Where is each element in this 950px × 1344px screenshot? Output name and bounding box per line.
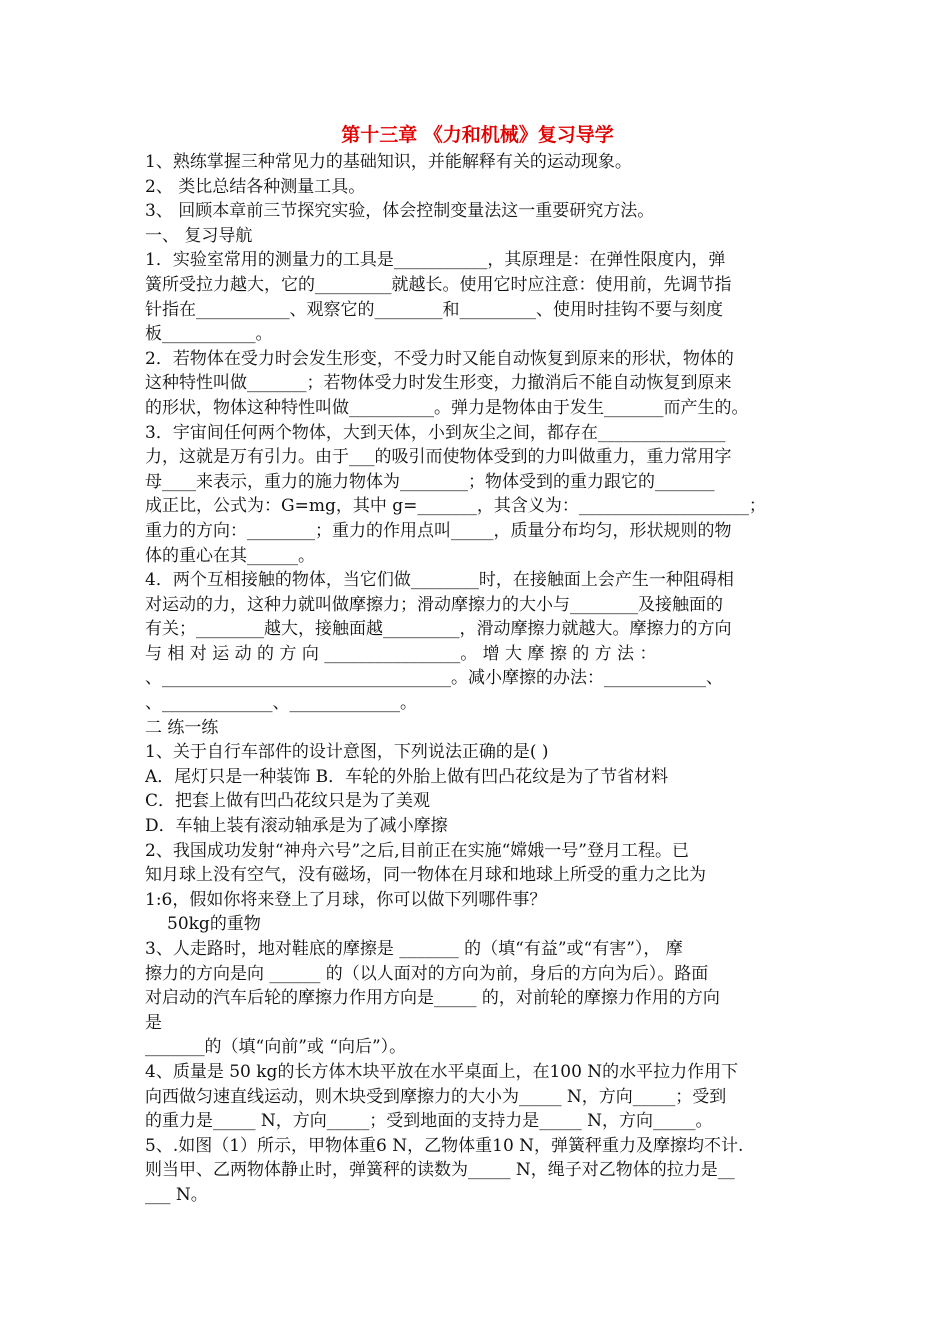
- objective-3: 3、 回顾本章前三节探究实验，体会控制变量法这一重要研究方法。: [145, 201, 655, 222]
- section-heading: 一、 复习导航: [145, 225, 253, 246]
- question-line: _______的（填“向前”或 “向后”）。: [145, 1037, 407, 1058]
- section-practice: [145, 716, 810, 1208]
- option-line: 50kg的重物: [167, 914, 261, 935]
- text-line: 重力的方向：________；重力的作用点叫_____，质量分布均匀，形状规则的物: [145, 520, 732, 541]
- question-line: 5、.如图（1）所示，甲物体重6 N，乙物体重10 N，弹簧秤重力及摩擦均不计.: [145, 1135, 744, 1156]
- text-line: 与 相 对 运 动 的 方 向 ________________。 增 大 摩 擦 的 方 法 ：: [145, 643, 657, 664]
- text-line: 、__________________________________。减小摩擦的办法：____________、: [145, 668, 723, 689]
- text-line: 力，这就是万有引力。由于___的吸引而使物体受到的力叫做重力，重力常用字: [145, 447, 732, 468]
- option-line: A．尾灯只是一种装饰 B．车轮的外胎上做有凹凸花纹是为了节省材料: [145, 766, 669, 787]
- question-line: 是: [145, 1012, 162, 1033]
- question-line: 4、质量是 50 kg的长方体木块平放在水平桌面上，在100 N的水平拉力作用下: [145, 1061, 739, 1082]
- question-line: 1、关于自行车部件的设计意图，下列说法正确的是( ): [145, 742, 549, 763]
- section-review: [145, 224, 810, 716]
- question-line: 对启动的汽车后轮的摩擦力作用方向是_____ 的，对前轮的摩擦力作用的方向: [145, 988, 720, 1009]
- text-line: 的形状，物体这种特性叫做__________。弹力是物体由于发生_______而产生的。: [145, 397, 749, 418]
- text-line: 3．宇宙间任何两个物体，大到天体，小到灰尘之间，都存在_______________: [145, 422, 726, 443]
- text-line: 1．实验室常用的测量力的工具是___________，其原理是：在弹性限度内，弹: [145, 250, 726, 271]
- text-line: 板___________。: [145, 324, 273, 345]
- text-line: 、_____________、_____________。: [145, 693, 417, 714]
- page-title: 第十三章 《力和机械》复习导学: [341, 124, 614, 146]
- question-line: 3、人走路时，地对鞋底的摩擦是 _______ 的（填“有益”或“有害”）， 摩: [145, 939, 683, 959]
- document-page: [145, 120, 810, 1208]
- objective-1: 1、熟练掌握三种常见力的基础知识，并能解释有关的运动现象。: [145, 152, 632, 172]
- objective-2: 2、 类比总结各种测量工具。: [145, 176, 366, 197]
- option-line: C．把套上做有凹凸花纹只是为了美观: [145, 791, 431, 812]
- text-line: 2．若物体在受力时会发生形变，不受力时又能自动恢复到原来的形状，物体的: [145, 348, 734, 369]
- text-line: 有关；________越大，接触面越_________，滑动摩擦力就越大。摩擦力的方向: [145, 619, 732, 640]
- question-line: 擦力的方向是向 ______ 的（以人面对的方向为前，身后的方向为后）。路面: [145, 963, 709, 984]
- section-heading: 二 练一练: [145, 717, 219, 738]
- question-line: ___ N。: [145, 1184, 208, 1205]
- objectives: [145, 150, 810, 224]
- question-line: 知月球上没有空气，没有磁场，同一物体在月球和地球上所受的重力之比为: [145, 865, 706, 886]
- text-line: 针指在___________、观察它的________和_________、使用时挂钩不要与刻度: [145, 299, 723, 320]
- text-line: 簧所受拉力越大，它的_________就越长。使用它时应注意：使用前，先调节指: [145, 274, 732, 295]
- question-line: 的重力是_____ N，方向_____；受到地面的支持力是_____ N，方向_____。: [145, 1111, 713, 1132]
- text-line: 成正比，公式为：G=mg，其中 g=_______，其含义为：____________________；: [145, 496, 766, 517]
- text-line: 对运动的力，这种力就叫做摩擦力；滑动摩擦力的大小与________及接触面的: [145, 594, 723, 615]
- option-line: D．车轴上装有滚动轴承是为了减小摩擦: [145, 816, 448, 837]
- text-line: 体的重心在其______。: [145, 545, 315, 566]
- text-line: 这种特性叫做_______；若物体受力时发生形变，力撤消后不能自动恢复到原来: [145, 373, 732, 394]
- text-line: 母____来表示，重力的施力物体为________；物体受到的重力跟它的_______: [145, 471, 715, 492]
- question-line: 则当甲、乙两物体静止时，弹簧秤的读数为_____ N，绳子对乙物体的拉力是__: [145, 1160, 735, 1181]
- question-line: 1:6，假如你将来登上了月球，你可以做下列哪件事？: [145, 889, 547, 910]
- question-line: 2、我国成功发射“神舟六号”之后,目前正在实施“嫦娥一号”登月工程。已: [145, 840, 689, 861]
- text-line: 4．两个互相接触的物体，当它们做________时，在接触面上会产生一种阻碍相: [145, 570, 734, 591]
- question-line: 向西做匀速直线运动，则木块受到摩擦力的大小为_____ N，方向_____；受到: [145, 1086, 727, 1107]
